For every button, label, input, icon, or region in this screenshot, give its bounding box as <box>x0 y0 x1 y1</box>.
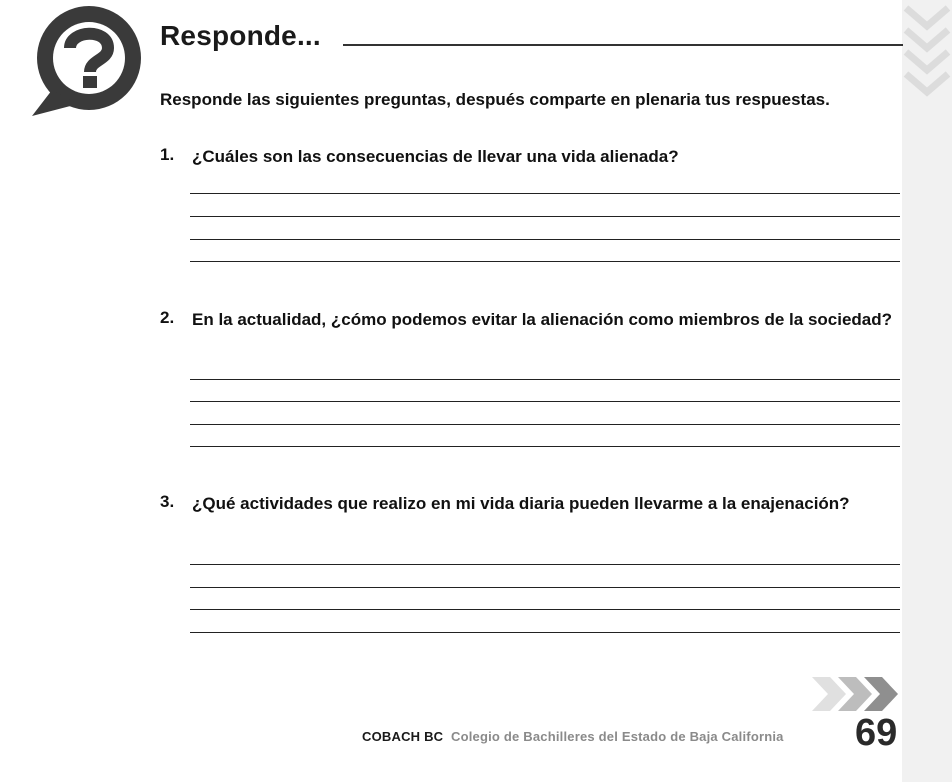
answer-line-q1-2[interactable] <box>190 216 900 217</box>
title-underline <box>343 44 903 46</box>
question-3-text: ¿Qué actividades que realizo en mi vida diaria pueden llevarme a la enajenación? <box>192 494 850 513</box>
footer-chevrons-icon <box>812 677 904 711</box>
instructions-text: Responde las siguientes preguntas, después comparte en plenaria tus respuestas. <box>160 90 830 109</box>
answer-line-q1-1[interactable] <box>190 193 900 194</box>
answer-line-q3-3[interactable] <box>190 609 900 610</box>
question-2-text: En la actualidad, ¿cómo podemos evitar la alienación como miembros de la sociedad? <box>192 310 893 329</box>
question-speech-bubble-icon <box>28 4 146 118</box>
answer-line-q3-2[interactable] <box>190 587 900 588</box>
answer-line-q2-2[interactable] <box>190 401 900 402</box>
page-title: Responde... <box>160 20 321 51</box>
footer-school-name: Colegio de Bachilleres del Estado de Baja California <box>451 729 784 744</box>
question-3-number: 3. <box>160 492 175 511</box>
answer-line-q2-1[interactable] <box>190 379 900 380</box>
question-1-text: ¿Cuáles son las consecuencias de llevar una vida alienada? <box>192 147 679 166</box>
question-1-number: 1. <box>160 145 175 164</box>
answer-line-q3-4[interactable] <box>190 632 900 633</box>
decorative-chevrons-icon <box>902 0 952 100</box>
answer-line-q2-4[interactable] <box>190 446 900 447</box>
answer-line-q1-4[interactable] <box>190 261 900 262</box>
decorative-side-strip <box>902 0 952 782</box>
answer-line-q1-3[interactable] <box>190 239 900 240</box>
answer-line-q3-1[interactable] <box>190 564 900 565</box>
question-2-number: 2. <box>160 308 175 327</box>
footer-brand: COBACH BC <box>362 729 444 744</box>
page-number: 69 <box>855 712 898 754</box>
answer-line-q2-3[interactable] <box>190 424 900 425</box>
